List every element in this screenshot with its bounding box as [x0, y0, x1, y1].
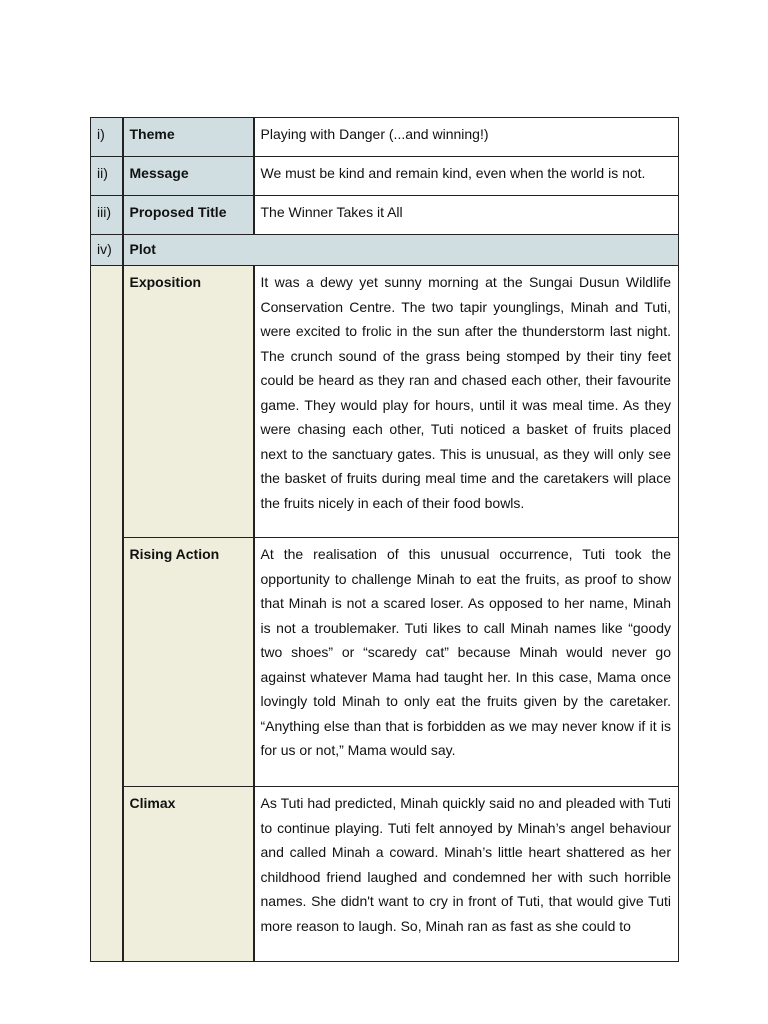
- section-label-exposition: Exposition: [123, 266, 254, 538]
- row-value-message: We must be kind and remain kind, even when the world is not.: [254, 157, 679, 196]
- row-value-proposed-title: The Winner Takes it All: [254, 196, 679, 235]
- table-row-theme: [91, 118, 679, 157]
- row-label-theme: Theme: [123, 118, 254, 157]
- row-number: i): [91, 118, 123, 157]
- story-plan-table: [90, 117, 679, 962]
- row-number: iv): [91, 235, 123, 266]
- row-number: ii): [91, 157, 123, 196]
- row-label-message: Message: [123, 157, 254, 196]
- table-row-proposed-title: [91, 196, 679, 235]
- section-text-climax: As Tuti had predicted, Minah quickly said no and pleaded with Tuti to continue playing. Tuti felt annoyed by Minah’s angel behaviour and called Minah a coward. Minah’s little heart shattered as her childhood friend laughed and condemned her with such horrible names. She didn't want to cry in front of Tuti, that would give Tuti more reason to laugh. So, Minah ran as fast as she could to: [254, 787, 679, 962]
- section-text-rising-action: At the realisation of this unusual occurrence, Tuti took the opportunity to challenge Minah to eat the fruits, as proof to show that Minah is not a scared loser. As opposed to her name, Minah is not a troublemaker. Tuti likes to call Minah names like “goody two shoes” or “scaredy cat” because Minah would never go against whatever Mama had taught her. In this case, Mama once lovingly told Minah to only eat the fruits given by the caretaker. “Anything else than that is forbidden as we may never know if it is for us or not,” Mama would say.: [254, 538, 679, 787]
- row-value-theme: Playing with Danger (...and winning!): [254, 118, 679, 157]
- table-row-plot-header: [91, 235, 679, 266]
- row-number: iii): [91, 196, 123, 235]
- plot-indent-cell: [91, 266, 123, 962]
- table-row-rising-action: [91, 538, 679, 787]
- plot-heading: Plot: [123, 235, 679, 266]
- table-row-exposition: [91, 266, 679, 538]
- section-label-rising-action: Rising Action: [123, 538, 254, 787]
- table-row-climax: [91, 787, 679, 962]
- section-text-exposition: It was a dewy yet sunny morning at the Sungai Dusun Wildlife Conservation Centre. The two tapir younglings, Minah and Tuti, were excited to frolic in the sun after the thunderstorm last night. The crunch sound of the grass being stomped by their tiny feet could be heard as they ran and chased each other, their favourite game. They would play for hours, until it was meal time. As they were chasing each other, Tuti noticed a basket of fruits placed next to the sanctuary gates. This is unusual, as they will only see the basket of fruits during meal time and the caretakers will place the fruits nicely in each of their food bowls.: [254, 266, 679, 538]
- table-row-message: [91, 157, 679, 196]
- section-label-climax: Climax: [123, 787, 254, 962]
- row-label-proposed-title: Proposed Title: [123, 196, 254, 235]
